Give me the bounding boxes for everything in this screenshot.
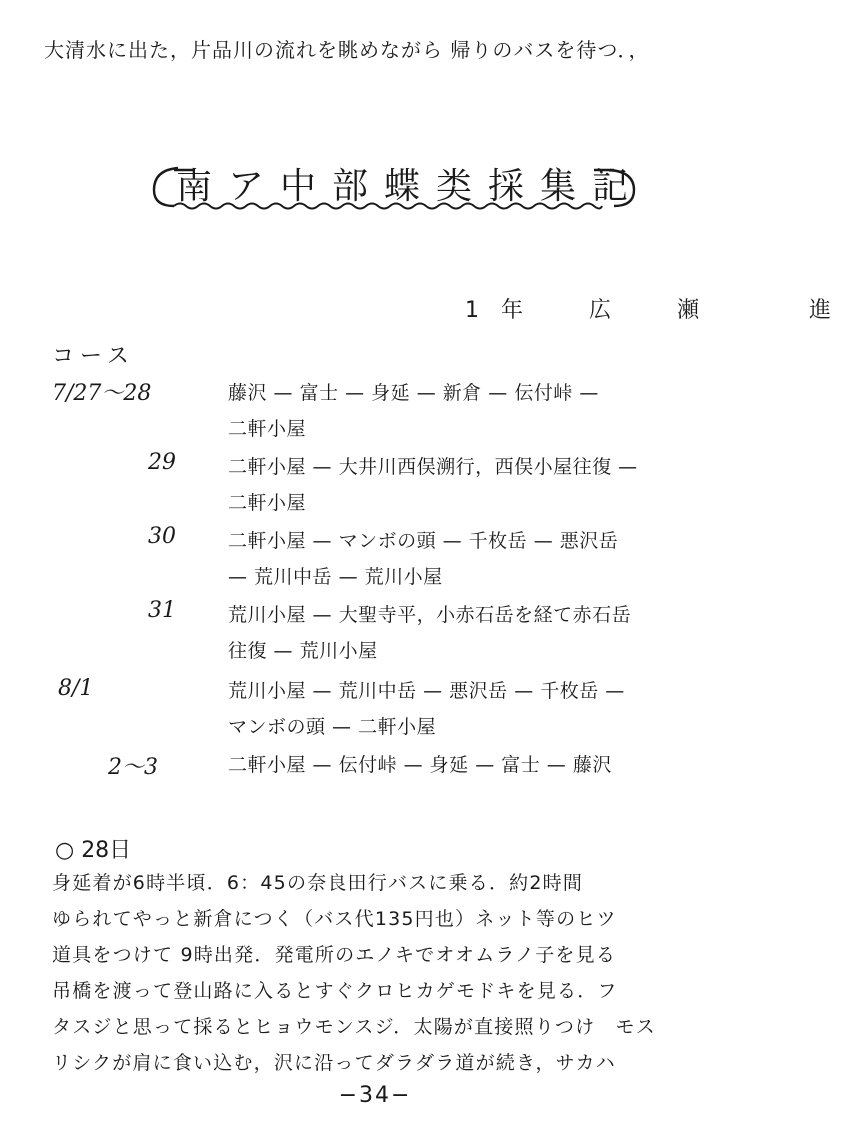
course-route-line: 荒川小屋 — 荒川中岳 — 悪沢岳 — 千枚岳 — xyxy=(228,680,625,702)
article-title: 南ア中部蝶类採集記 xyxy=(176,166,645,207)
course-date: 2〜3 xyxy=(108,755,158,780)
course-date: 29 xyxy=(148,450,176,475)
author-line: 1年 広 瀬 進 xyxy=(465,298,853,323)
title-block xyxy=(148,150,645,222)
course-date: 8/1 xyxy=(58,676,94,701)
body-text-line: リシクが肩に食い込む，沢に沿ってダラダラ道が続き，サカハ xyxy=(52,1052,616,1074)
course-route-line: 二軒小屋 xyxy=(228,418,307,440)
body-text-line: 道具をつけて 9時出発．発電所のエノキでオオムラノ子を見る xyxy=(52,944,617,966)
course-date: 7/27〜28 xyxy=(52,381,152,406)
course-route-line: マンボの頭 — 二軒小屋 xyxy=(228,716,437,738)
body-text-line: タスジと思って採るとヒョウモンスジ．太陽が直接照りつけ モス xyxy=(52,1016,656,1038)
body-text-line: 身延着が6時半頃．6：45の奈良田行バスに乗る．約2時間 xyxy=(52,872,584,894)
course-route-line: 藤沢 — 富士 — 身延 — 新倉 — 伝付峠 — xyxy=(228,382,599,404)
course-route-line: 二軒小屋 — 伝付峠 — 身延 — 富士 — 藤沢 xyxy=(228,754,612,776)
course-route-line: — 荒川中岳 — 荒川小屋 xyxy=(228,566,443,588)
course-route-line: 二軒小屋 xyxy=(228,492,307,514)
course-route-line: 二軒小屋 — マンボの頭 — 千枚岳 — 悪沢岳 xyxy=(228,530,619,552)
course-date: 30 xyxy=(148,524,176,549)
course-date: 31 xyxy=(148,598,176,623)
top-line-text: 大清水に出た，片品川の流れを眺めながら 帰りのバスを待つ．， xyxy=(44,38,650,62)
course-route-line: 荒川小屋 — 大聖寺平，小赤石岳を経て赤石岳 xyxy=(228,604,632,626)
day-heading: ○ 28日 xyxy=(55,838,132,863)
body-text-line: 吊橋を渡って登山路に入るとすぐクロヒカゲモドキを見る．フ xyxy=(52,980,618,1002)
course-label: コース xyxy=(52,344,135,369)
body-text-line: ゆられてやっと新倉につく（バス代135円也）ネット等のヒツ xyxy=(52,908,617,930)
course-route-line: 往復 — 荒川小屋 xyxy=(228,640,378,662)
page-number: −34− xyxy=(338,1083,412,1108)
course-route-line: 二軒小屋 — 大井川西俣溯行，西俣小屋往復 — xyxy=(228,456,638,478)
